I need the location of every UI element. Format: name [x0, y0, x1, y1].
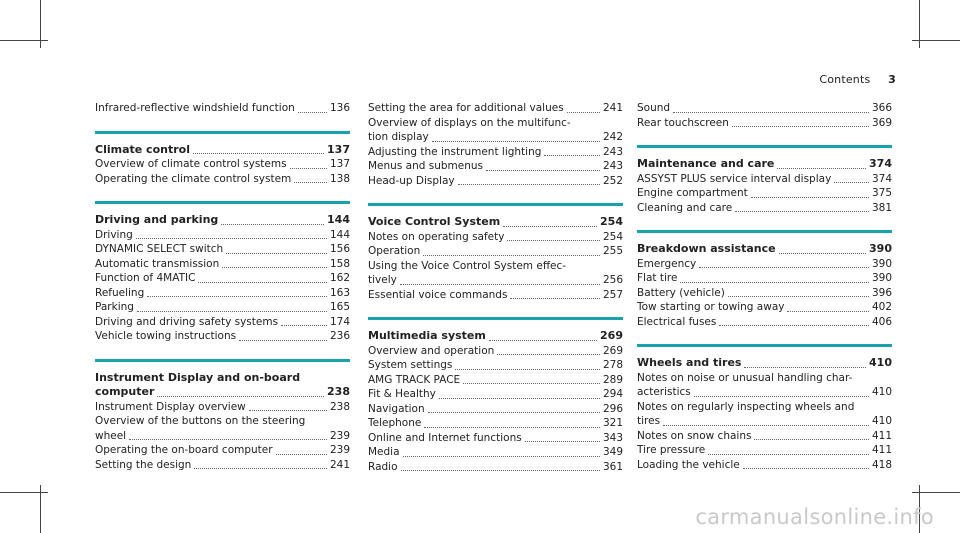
dot-leader	[525, 441, 600, 442]
toc-entry-title: Emergency	[637, 257, 697, 270]
dot-leader	[699, 267, 869, 268]
toc-entry-page: 136	[329, 102, 350, 114]
toc-entry-title: tively	[368, 274, 397, 286]
dot-leader	[222, 267, 327, 268]
dot-leader	[719, 325, 869, 326]
dot-leader	[298, 112, 327, 113]
toc-entry-page: 158	[329, 257, 350, 270]
dot-leader	[424, 427, 600, 428]
toc-entry-title: Infrared-reflective windshield function	[95, 102, 295, 114]
toc-entry-page: 138	[329, 172, 350, 185]
dot-leader	[249, 410, 327, 411]
dot-leader	[458, 184, 600, 185]
toc-entry-title: Operating the climate control system	[95, 172, 292, 185]
toc-entry-page: 296	[602, 402, 623, 415]
dot-leader	[455, 369, 600, 370]
dot-leader	[673, 112, 869, 113]
toc-entry-title: Head-up Display	[368, 174, 455, 187]
dot-leader	[567, 112, 600, 113]
toc-entry-page: 243	[602, 160, 623, 172]
dot-leader	[754, 439, 868, 440]
page-header	[819, 73, 896, 86]
toc-entry-page: 255	[602, 245, 623, 257]
toc-entry-title: Tire pressure	[637, 444, 706, 456]
toc-entry-page: 256	[602, 274, 623, 286]
toc-entry-title: Navigation	[368, 402, 425, 415]
section-title: Maintenance and care	[637, 157, 775, 170]
toc-entry-page: 254	[602, 230, 623, 243]
section-page: 238	[327, 385, 350, 398]
toc-entry-page: 410	[871, 386, 892, 398]
toc-entry-title: Radio	[368, 460, 398, 473]
toc-entry-title: Refueling	[95, 286, 145, 299]
toc-entry-page: 163	[329, 286, 350, 299]
toc-entry-page: 375	[871, 187, 892, 199]
dot-leader	[507, 240, 599, 241]
toc-entry[interactable]	[368, 130, 623, 145]
toc-entry-title: Adjusting the instrument lighting	[368, 145, 542, 158]
toc-entry[interactable]	[368, 159, 623, 174]
toc-entry-page: 289	[602, 373, 623, 386]
toc-entry-title: acteristics	[637, 386, 691, 398]
toc-entry-page: 238	[329, 400, 350, 413]
section-rule	[95, 359, 350, 362]
section-title: Multimedia system	[368, 329, 486, 342]
toc-section	[95, 201, 350, 344]
toc-section	[95, 359, 350, 473]
toc-section	[368, 101, 623, 188]
toc-entry-page: 374	[871, 172, 892, 185]
toc-entry-page: 406	[871, 315, 892, 328]
toc-entry-title: System settings	[368, 359, 453, 371]
toc-entry-page: 252	[602, 174, 623, 187]
toc-entry[interactable]	[368, 230, 623, 245]
section-page: 410	[869, 356, 892, 369]
dot-leader	[281, 325, 327, 326]
toc-section	[368, 317, 623, 474]
toc-entry[interactable]	[368, 416, 623, 431]
dot-leader	[157, 396, 324, 397]
dot-leader	[221, 224, 324, 225]
toc-entry-title: Telephone	[368, 417, 422, 429]
toc-entry[interactable]	[368, 174, 623, 189]
toc-entry[interactable]	[368, 460, 623, 475]
toc-entry-title: tires	[637, 415, 661, 427]
section-page: 144	[327, 213, 350, 226]
toc-entry[interactable]	[95, 300, 350, 315]
toc-entry-page: 396	[871, 286, 892, 299]
toc-entry-page: 236	[329, 330, 350, 342]
dot-leader	[198, 282, 327, 283]
toc-entry-title: Notes on snow chains	[637, 429, 752, 442]
toc-entry-title: Loading the vehicle	[637, 458, 740, 471]
toc-entry[interactable]	[95, 157, 350, 172]
toc-entry-title: AMG TRACK PACE	[368, 373, 461, 386]
toc-entry-title: Function of 4MATIC	[95, 272, 196, 284]
toc-entry[interactable]	[95, 315, 350, 330]
toc-entry[interactable]	[637, 385, 892, 400]
dot-leader	[743, 468, 869, 469]
toc-entry-title: Engine compartment	[637, 187, 748, 199]
dot-leader	[428, 412, 600, 413]
toc-entry[interactable]	[95, 286, 350, 301]
toc-entry-page: 241	[602, 102, 623, 114]
crop-mark	[0, 40, 48, 41]
toc-entry-page: 269	[602, 344, 623, 357]
toc-entry[interactable]	[637, 458, 892, 473]
dot-leader	[463, 383, 600, 384]
section-rule	[95, 201, 350, 204]
dot-leader	[290, 168, 327, 169]
dot-leader	[680, 282, 869, 283]
dot-leader	[510, 298, 600, 299]
toc-entry-page: 137	[329, 158, 350, 170]
toc-entry-page: 239	[329, 429, 350, 442]
toc-entry[interactable]	[95, 443, 350, 458]
section-heading[interactable]	[95, 213, 350, 228]
crop-mark	[912, 492, 960, 493]
section-heading[interactable]	[637, 242, 892, 257]
toc-entry-title: Operating the on-board computer	[95, 444, 273, 456]
dot-leader	[193, 153, 324, 154]
toc-entry-title: Instrument Display overview	[95, 400, 246, 413]
toc-entry-page: 369	[871, 116, 892, 129]
toc-entry-title: Driving	[95, 228, 133, 241]
toc-entry-page: 402	[871, 301, 892, 313]
toc-entry-title: Overview of climate control systems	[95, 158, 287, 170]
toc-entry[interactable]	[95, 329, 350, 344]
toc-entry-page: 241	[329, 458, 350, 471]
toc-entry-line: Notes on regularly inspecting wheels and	[637, 400, 855, 413]
dot-leader	[129, 439, 327, 440]
toc-entry-title: Fit & Healthy	[368, 388, 436, 400]
toc-entry-page: 165	[329, 301, 350, 313]
toc-entry-title: Online and Internet functions	[368, 431, 522, 444]
section-rule	[637, 145, 892, 148]
dot-leader	[708, 454, 869, 455]
toc-entry[interactable]	[637, 443, 892, 458]
dot-leader	[735, 211, 869, 212]
toc-entry-page: 242	[602, 131, 623, 143]
section-heading[interactable]	[637, 157, 892, 172]
toc-entry[interactable]	[637, 172, 892, 187]
toc-entry-title: Media	[368, 446, 400, 458]
dot-leader	[751, 197, 869, 198]
toc-entry[interactable]	[95, 458, 350, 473]
toc-entry-title: DYNAMIC SELECT switch	[95, 243, 224, 255]
toc-entry-page: 366	[871, 102, 892, 114]
toc-entry[interactable]	[368, 431, 623, 446]
toc-entry[interactable]	[95, 172, 350, 187]
toc-entry-title: Flat tire	[637, 272, 678, 284]
toc-entry-title: Vehicle towing instructions	[95, 330, 237, 342]
header-title: Contents	[819, 73, 871, 86]
dot-leader	[403, 456, 600, 457]
toc-entry-title: Operation	[368, 245, 421, 257]
section-page: 374	[869, 157, 892, 170]
toc-entry[interactable]	[95, 242, 350, 257]
toc-entry[interactable]	[95, 429, 350, 444]
dot-leader	[423, 255, 600, 256]
dot-leader	[226, 253, 327, 254]
toc-entry[interactable]	[368, 145, 623, 160]
toc-entry[interactable]	[637, 271, 892, 286]
toc-entry[interactable]	[368, 402, 623, 417]
toc-entry-title: ASSYST PLUS service interval display	[637, 172, 832, 185]
toc-entry[interactable]	[637, 101, 892, 116]
section-rule	[368, 203, 623, 206]
dot-leader	[276, 454, 327, 455]
dot-leader	[439, 398, 600, 399]
dot-leader	[544, 155, 600, 156]
dot-leader	[400, 284, 600, 285]
dot-leader	[401, 470, 600, 471]
toc-section	[637, 344, 892, 472]
toc-entry[interactable]	[368, 344, 623, 359]
section-title: Breakdown assistance	[637, 242, 776, 255]
dot-leader	[489, 340, 597, 341]
toc-entry-page: 381	[871, 201, 892, 214]
dot-leader	[777, 168, 866, 169]
toc-entry-title: Cleaning and care	[637, 201, 733, 214]
toc-entry-page: 410	[871, 415, 892, 427]
section-rule	[637, 230, 892, 233]
section-title: computer	[95, 385, 155, 398]
toc-entry[interactable]	[368, 445, 623, 460]
toc-entry[interactable]	[637, 414, 892, 429]
toc-entry[interactable]	[368, 101, 623, 116]
section-heading[interactable]	[368, 215, 623, 230]
dot-leader	[503, 226, 597, 227]
dot-leader	[136, 238, 327, 239]
toc-entry[interactable]	[368, 288, 623, 303]
toc-entry[interactable]	[637, 201, 892, 216]
toc-entry[interactable]	[637, 116, 892, 131]
dot-leader	[137, 311, 327, 312]
section-heading[interactable]	[368, 329, 623, 344]
section-title: Driving and parking	[95, 213, 219, 226]
toc-entry[interactable]	[637, 300, 892, 315]
toc-entry-title: Essential voice commands	[368, 288, 508, 301]
toc-entry[interactable]	[95, 257, 350, 272]
toc-entry[interactable]	[368, 358, 623, 373]
dot-leader	[497, 354, 600, 355]
toc-entry-title: Notes on operating safety	[368, 230, 505, 243]
toc-entry-title: tion display	[368, 131, 429, 143]
toc-section	[637, 101, 892, 130]
toc-entry-line: Overview of displays on the multifunc-	[368, 116, 571, 129]
dot-leader	[834, 182, 869, 183]
toc-entry-title: Battery (vehicle)	[637, 286, 725, 299]
dot-leader	[779, 253, 866, 254]
section-rule	[368, 317, 623, 320]
toc-entry-page: 390	[871, 257, 892, 270]
section-page: 254	[600, 215, 623, 228]
toc-column-1	[95, 101, 350, 472]
section-title: Climate control	[95, 142, 190, 156]
dot-leader	[787, 311, 868, 312]
toc-entry[interactable]	[637, 286, 892, 301]
section-title: Voice Control System	[368, 215, 501, 228]
toc-entry[interactable]	[95, 101, 350, 116]
section-heading[interactable]	[637, 356, 892, 371]
toc-entry-page: 278	[602, 359, 623, 371]
toc-entry[interactable]	[368, 387, 623, 402]
toc-entry[interactable]	[368, 244, 623, 259]
toc-entry[interactable]	[637, 257, 892, 272]
toc-section	[368, 203, 623, 302]
toc-entry-page: 411	[871, 429, 892, 442]
toc-entry-title: Overview and operation	[368, 344, 495, 357]
toc-entry[interactable]	[95, 228, 350, 243]
toc-entry[interactable]	[368, 373, 623, 388]
toc-column-3	[637, 101, 892, 472]
crop-mark	[912, 40, 960, 41]
section-heading[interactable]	[95, 385, 350, 400]
dot-leader	[694, 396, 869, 397]
section-rule	[95, 131, 350, 134]
dot-leader	[294, 182, 327, 183]
dot-leader	[147, 296, 327, 297]
section-title-line: Instrument Display and on-board	[95, 370, 301, 384]
toc-entry-page: 174	[329, 315, 350, 328]
section-rule	[637, 344, 892, 347]
toc-entry-page: 411	[871, 444, 892, 456]
dot-leader	[432, 141, 600, 142]
toc-entry-page: 156	[329, 243, 350, 255]
toc-entry-page: 343	[602, 431, 623, 444]
toc-entry-page: 418	[871, 458, 892, 471]
toc-entry-page: 294	[602, 388, 623, 400]
toc-entry-title: Tow starting or towing away	[637, 301, 785, 313]
watermark: carmanualsonline.info	[695, 505, 934, 529]
page-number: 3	[888, 73, 896, 86]
toc-entry-line: Using the Voice Control System effec-	[368, 259, 567, 272]
toc-entry-title: Setting the design	[95, 458, 192, 471]
dot-leader	[239, 340, 327, 341]
toc-entry-page: 144	[329, 228, 350, 241]
toc-entry-page: 162	[329, 272, 350, 284]
toc-entry-line: Overview of the buttons on the steering	[95, 415, 306, 427]
toc-entry[interactable]	[368, 273, 623, 288]
toc-entry[interactable]	[637, 315, 892, 330]
toc-entry-title: wheel	[95, 429, 127, 442]
toc-entry-title: Electrical fuses	[637, 315, 717, 328]
toc-entry-page: 239	[329, 444, 350, 456]
section-title: Wheels and tires	[637, 356, 742, 369]
toc-entry-page: 257	[602, 288, 623, 301]
toc-entry-title: Driving and driving safety systems	[95, 315, 279, 328]
toc-entry[interactable]	[95, 400, 350, 415]
section-page: 269	[600, 329, 623, 342]
toc-entry-page: 349	[602, 446, 623, 458]
toc-entry[interactable]	[637, 186, 892, 201]
dot-leader	[194, 468, 327, 469]
toc-entry-line: Notes on noise or unusual handling char-	[637, 371, 853, 384]
toc-section	[637, 145, 892, 215]
toc-entry-title: Setting the area for additional values	[368, 102, 564, 114]
toc-section	[637, 230, 892, 329]
toc-section	[95, 101, 350, 116]
toc-section	[95, 131, 350, 187]
toc-entry-title: Rear touchscreen	[637, 116, 729, 129]
toc-entry-page: 321	[602, 417, 623, 429]
toc-entry-title: Menus and submenus	[368, 160, 483, 172]
dot-leader	[744, 367, 866, 368]
toc-entry-title: Parking	[95, 301, 134, 313]
section-heading[interactable]	[95, 143, 350, 158]
dot-leader	[663, 425, 869, 426]
crop-mark	[0, 492, 48, 493]
dot-leader	[486, 170, 600, 171]
toc-entry-page: 361	[602, 460, 623, 473]
toc-entry-title: Sound	[637, 102, 671, 114]
dot-leader	[732, 126, 869, 127]
toc-entry[interactable]	[95, 271, 350, 286]
section-page: 137	[327, 142, 350, 156]
toc-entry-page: 390	[871, 272, 892, 284]
dot-leader	[728, 296, 869, 297]
toc-entry-page: 243	[602, 145, 623, 158]
toc-entry[interactable]	[637, 429, 892, 444]
section-page: 390	[869, 242, 892, 255]
toc-column-2	[368, 101, 623, 474]
toc-entry-title: Automatic transmission	[95, 257, 220, 270]
